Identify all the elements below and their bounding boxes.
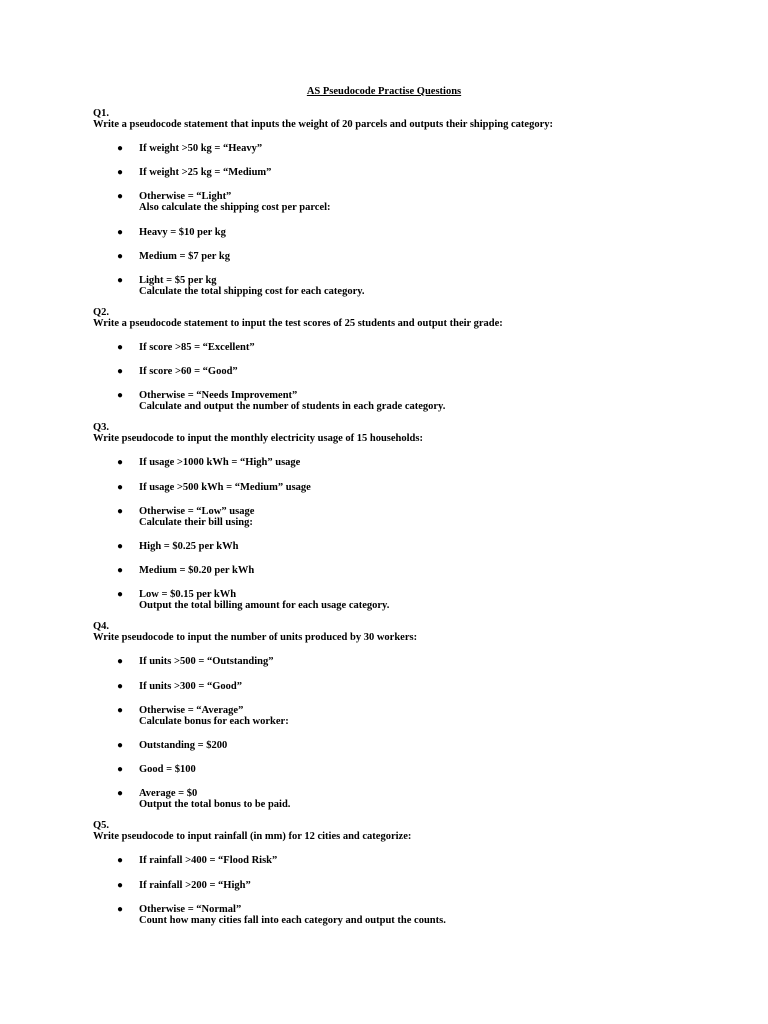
bullet-icon: ●	[117, 565, 124, 576]
page-title: AS Pseudocode Practise Questions	[306, 86, 462, 97]
bullet-icon: ●	[117, 589, 124, 600]
list-item: ● Outstanding = $200	[117, 740, 228, 751]
question-label: Q5.	[93, 820, 110, 831]
list-item: ● Low = $0.15 per kWh	[117, 589, 237, 600]
list-item: ● If units >300 = “Good”	[117, 681, 242, 692]
note-text: Calculate and output the number of students in each grade category.	[139, 401, 446, 412]
bullet-icon: ●	[117, 275, 124, 286]
list-item: ● Otherwise = “Normal”	[117, 904, 242, 915]
bullet-icon: ●	[117, 764, 124, 775]
bullet-icon: ●	[117, 681, 124, 692]
bullet-icon: ●	[117, 656, 124, 667]
question-text: Write a pseudocode statement that inputs the weight of 20 parcels and outputs their shipping category:	[93, 119, 553, 130]
question-text: Write pseudocode to input rainfall (in mm) for 12 cities and categorize:	[93, 831, 412, 842]
bullet-icon: ●	[117, 342, 124, 353]
bullet-icon: ●	[117, 366, 124, 377]
bullet-icon: ●	[117, 251, 124, 262]
bullet-icon: ●	[117, 740, 124, 751]
list-item: ● Otherwise = “Light”	[117, 191, 232, 202]
note-text: Calculate their bill using:	[139, 517, 253, 528]
bullet-icon: ●	[117, 227, 124, 238]
list-item: ● High = $0.25 per kWh	[117, 541, 239, 552]
bullet-icon: ●	[117, 191, 124, 202]
question-label: Q2.	[93, 307, 110, 318]
note-text: Count how many cities fall into each category and output the counts.	[139, 915, 446, 926]
note-text: Output the total billing amount for each usage category.	[139, 600, 390, 611]
bullet-icon: ●	[117, 390, 124, 401]
bullet-icon: ●	[117, 904, 124, 915]
list-item: ● If score >60 = “Good”	[117, 366, 238, 377]
list-item: ● Otherwise = “Needs Improvement”	[117, 390, 298, 401]
question-text: Write pseudocode to input the monthly electricity usage of 15 households:	[93, 433, 423, 444]
list-item: ● If rainfall >200 = “High”	[117, 880, 251, 891]
bullet-icon: ●	[117, 705, 124, 716]
list-item: ● If usage >500 kWh = “Medium” usage	[117, 482, 311, 493]
question-label: Q1.	[93, 108, 110, 119]
question-label: Q3.	[93, 422, 110, 433]
list-item: ● Heavy = $10 per kg	[117, 227, 226, 238]
note-text: Calculate the total shipping cost for each category.	[139, 286, 365, 297]
list-item: ● Medium = $0.20 per kWh	[117, 565, 255, 576]
list-item: ● Otherwise = “Low” usage	[117, 506, 255, 517]
bullet-icon: ●	[117, 482, 124, 493]
list-item: ● If units >500 = “Outstanding”	[117, 656, 274, 667]
question-text: Write pseudocode to input the number of units produced by 30 workers:	[93, 632, 418, 643]
list-item: ● If usage >1000 kWh = “High” usage	[117, 457, 301, 468]
bullet-icon: ●	[117, 143, 124, 154]
bullet-icon: ●	[117, 855, 124, 866]
note-text: Calculate bonus for each worker:	[139, 716, 289, 727]
list-item: ● Light = $5 per kg	[117, 275, 217, 286]
list-item: ● Otherwise = “Average”	[117, 705, 244, 716]
bullet-icon: ●	[117, 541, 124, 552]
note-text: Also calculate the shipping cost per parcel:	[139, 202, 331, 213]
list-item: ● Average = $0	[117, 788, 198, 799]
list-item: ● If weight >50 kg = “Heavy”	[117, 143, 263, 154]
list-item: ● If rainfall >400 = “Flood Risk”	[117, 855, 278, 866]
note-text: Output the total bonus to be paid.	[139, 799, 291, 810]
bullet-icon: ●	[117, 506, 124, 517]
bullet-icon: ●	[117, 167, 124, 178]
list-item: ● Good = $100	[117, 764, 196, 775]
bullet-icon: ●	[117, 788, 124, 799]
list-item: ● Medium = $7 per kg	[117, 251, 230, 262]
question-label: Q4.	[93, 621, 110, 632]
bullet-icon: ●	[117, 457, 124, 468]
bullet-icon: ●	[117, 880, 124, 891]
list-item: ● If score >85 = “Excellent”	[117, 342, 255, 353]
list-item: ● If weight >25 kg = “Medium”	[117, 167, 272, 178]
question-text: Write a pseudocode statement to input the test scores of 25 students and output their grade:	[93, 318, 503, 329]
